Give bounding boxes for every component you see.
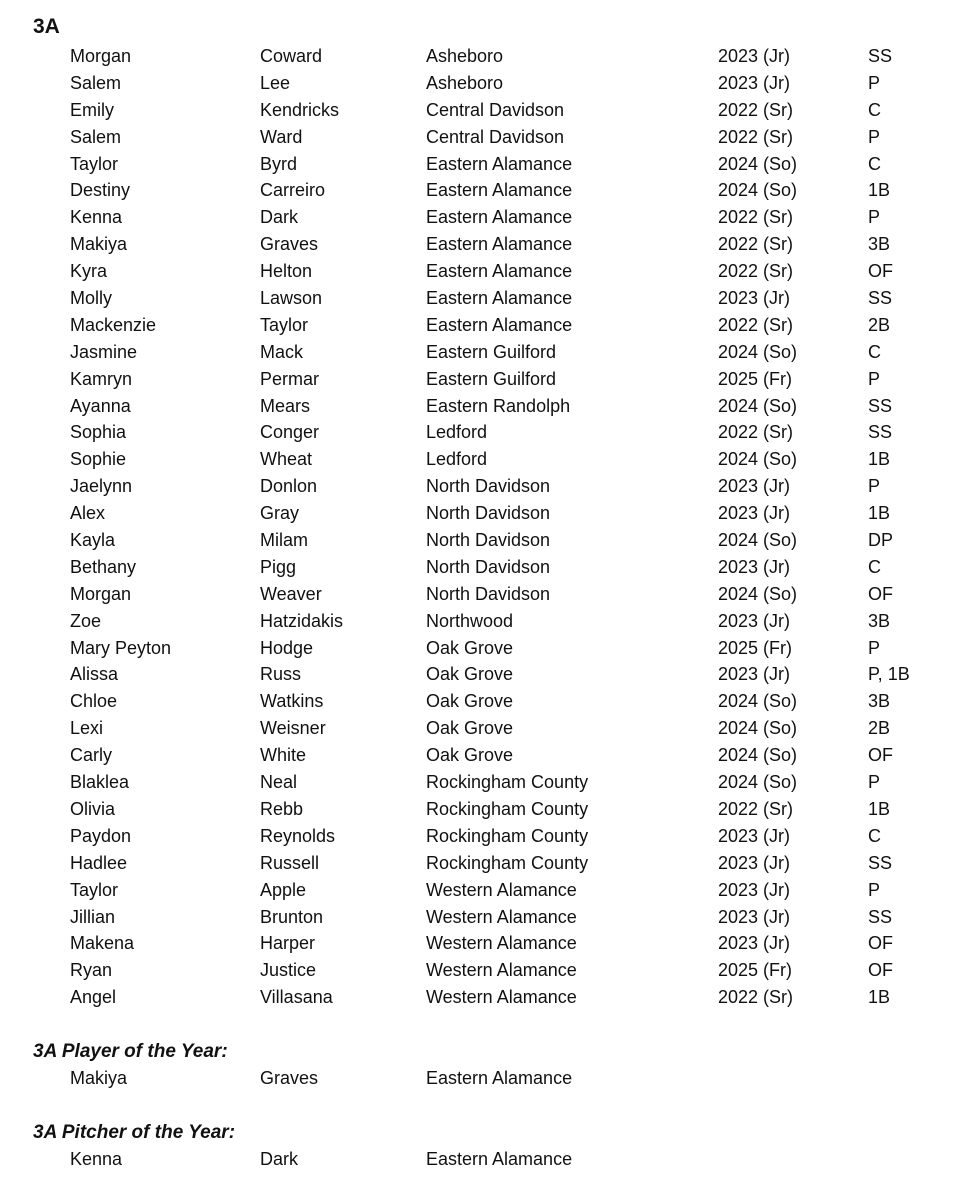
player-last-name: Lee	[260, 72, 291, 93]
player-first-name: Molly	[70, 288, 113, 309]
player-last-name: Ward	[260, 126, 303, 147]
player-first-name: Alex	[70, 503, 106, 524]
player-position: 2B	[868, 314, 891, 335]
player-school: Eastern Alamance	[426, 207, 573, 228]
player-first-name: Jasmine	[70, 341, 138, 362]
player-first-name: Taylor	[70, 879, 119, 900]
player-class-year: 2023 (Jr)	[718, 906, 791, 927]
player-class-year: 2025 (Fr)	[718, 637, 793, 658]
player-position: OF	[868, 933, 893, 954]
player-class-year: 2024 (So)	[718, 180, 798, 201]
player-first-name: Angel	[70, 987, 117, 1008]
table-row	[0, 285, 960, 312]
table-row	[0, 151, 960, 178]
table-row	[0, 877, 960, 904]
player-first-name: Makiya	[70, 234, 128, 255]
player-last-name: Weisner	[260, 718, 326, 739]
player-position: P	[868, 207, 881, 228]
player-last-name: Coward	[260, 46, 323, 66]
player-first-name: Salem	[70, 126, 122, 147]
player-last-name: Donlon	[260, 476, 318, 497]
roster-list	[0, 43, 960, 1011]
player-school: Asheboro	[426, 46, 504, 66]
player-class-year: 2023 (Jr)	[718, 503, 791, 524]
player-position: SS	[868, 906, 893, 927]
player-position: C	[868, 153, 881, 174]
player-of-year-school: Eastern Alamance	[426, 1068, 573, 1088]
player-last-name: Brunton	[260, 906, 324, 927]
table-row	[0, 177, 960, 204]
player-school: Oak Grove	[426, 745, 514, 766]
player-first-name: Sophia	[70, 422, 127, 443]
player-last-name: Byrd	[260, 153, 298, 174]
player-last-name: Russ	[260, 664, 302, 685]
player-position: P	[868, 368, 881, 389]
player-position: SS	[868, 288, 893, 309]
player-of-year-first-name: Makiya	[70, 1068, 128, 1088]
table-row	[0, 688, 960, 715]
player-school: Ledford	[426, 422, 488, 443]
player-class-year: 2022 (Sr)	[718, 422, 794, 443]
player-school: Western Alamance	[426, 987, 577, 1008]
player-school: Western Alamance	[426, 933, 577, 954]
player-school: Rockingham County	[426, 798, 589, 819]
player-position: C	[868, 341, 881, 362]
player-first-name: Blaklea	[70, 772, 130, 793]
player-last-name: Villasana	[260, 987, 333, 1008]
player-class-year: 2022 (Sr)	[718, 234, 794, 255]
player-class-year: 2024 (So)	[718, 341, 798, 362]
player-position: 3B	[868, 234, 891, 255]
player-position: 2B	[868, 718, 891, 739]
table-row	[0, 419, 960, 446]
player-last-name: Helton	[260, 261, 313, 282]
player-class-year: 2022 (Sr)	[718, 261, 794, 282]
table-row	[0, 339, 960, 366]
player-class-year: 2023 (Jr)	[718, 72, 791, 93]
player-first-name: Ryan	[70, 960, 113, 981]
player-position: C	[868, 556, 881, 577]
player-last-name: Kendricks	[260, 99, 340, 120]
player-school: Eastern Alamance	[426, 180, 573, 201]
player-first-name: Carly	[70, 745, 113, 766]
player-position: P	[868, 476, 881, 497]
player-first-name: Kenna	[70, 207, 123, 228]
player-last-name: Permar	[260, 368, 320, 389]
table-row	[0, 393, 960, 420]
player-position: C	[868, 825, 881, 846]
player-first-name: Emily	[70, 99, 114, 120]
table-row	[0, 823, 960, 850]
player-last-name: Weaver	[260, 583, 322, 604]
table-row	[0, 715, 960, 742]
player-first-name: Kamryn	[70, 368, 133, 389]
player-school: North Davidson	[426, 530, 551, 551]
player-class-year: 2023 (Jr)	[718, 852, 791, 873]
player-last-name: Conger	[260, 422, 320, 443]
player-last-name: Watkins	[260, 691, 324, 712]
table-row	[0, 231, 960, 258]
player-position: P	[868, 772, 881, 793]
player-first-name: Taylor	[70, 153, 119, 174]
player-last-name: Taylor	[260, 314, 309, 335]
player-last-name: Justice	[260, 960, 317, 981]
table-row	[0, 258, 960, 285]
player-school: Rockingham County	[426, 772, 589, 793]
pitcher-of-year-first-name: Kenna	[70, 1149, 123, 1169]
player-school: Eastern Alamance	[426, 261, 573, 282]
player-position: SS	[868, 46, 893, 66]
player-first-name: Mary Peyton	[70, 637, 172, 658]
player-class-year: 2022 (Sr)	[718, 987, 794, 1008]
player-of-year-last-name: Graves	[260, 1068, 319, 1088]
table-row	[0, 742, 960, 769]
table-row	[0, 930, 960, 957]
player-first-name: Salem	[70, 72, 122, 93]
player-school: Rockingham County	[426, 825, 589, 846]
player-school: Rockingham County	[426, 852, 589, 873]
player-first-name: Hadlee	[70, 852, 128, 873]
pitcher-of-year-last-name: Dark	[260, 1149, 299, 1169]
player-class-year: 2023 (Jr)	[718, 556, 791, 577]
player-school: Oak Grove	[426, 664, 514, 685]
pitcher-of-year-school: Eastern Alamance	[426, 1149, 573, 1169]
player-school: Eastern Alamance	[426, 234, 573, 255]
player-position: OF	[868, 745, 893, 766]
player-position: SS	[868, 395, 893, 416]
player-position: P, 1B	[868, 664, 910, 685]
table-row	[0, 97, 960, 124]
player-position: DP	[868, 530, 894, 551]
player-last-name: Dark	[260, 207, 299, 228]
player-class-year: 2025 (Fr)	[718, 368, 793, 389]
table-row	[0, 984, 960, 1011]
player-first-name: Alissa	[70, 664, 119, 685]
player-first-name: Destiny	[70, 180, 131, 201]
player-first-name: Bethany	[70, 556, 137, 577]
player-class-year: 2022 (Sr)	[718, 798, 794, 819]
player-school: Central Davidson	[426, 126, 565, 147]
table-row	[0, 769, 960, 796]
table-row	[0, 204, 960, 231]
player-first-name: Jaelynn	[70, 476, 133, 497]
table-row	[0, 904, 960, 931]
player-school: North Davidson	[426, 556, 551, 577]
player-class-year: 2024 (So)	[718, 530, 798, 551]
player-position: 3B	[868, 691, 891, 712]
player-first-name: Lexi	[70, 718, 104, 739]
player-school: Western Alamance	[426, 960, 577, 981]
player-position: 1B	[868, 449, 891, 470]
player-class-year: 2022 (Sr)	[718, 207, 794, 228]
player-position: 1B	[868, 180, 891, 201]
player-position: SS	[868, 852, 893, 873]
player-class-year: 2023 (Jr)	[718, 664, 791, 685]
table-row	[0, 366, 960, 393]
player-position: C	[868, 99, 881, 120]
table-row	[0, 635, 960, 662]
player-position: OF	[868, 583, 893, 604]
player-position: 3B	[868, 610, 891, 631]
player-first-name: Mackenzie	[70, 314, 157, 335]
table-row	[0, 312, 960, 339]
player-first-name: Sophie	[70, 449, 127, 470]
player-school: Eastern Randolph	[426, 395, 571, 416]
player-first-name: Kyra	[70, 261, 108, 282]
player-class-year: 2023 (Jr)	[718, 476, 791, 497]
player-class-year: 2024 (So)	[718, 395, 798, 416]
player-class-year: 2023 (Jr)	[718, 288, 791, 309]
player-position: P	[868, 126, 881, 147]
player-class-year: 2024 (So)	[718, 691, 798, 712]
player-class-year: 2024 (So)	[718, 583, 798, 604]
player-school: Central Davidson	[426, 99, 565, 120]
player-position: 1B	[868, 987, 891, 1008]
player-class-year: 2025 (Fr)	[718, 960, 793, 981]
table-row	[0, 500, 960, 527]
player-class-year: 2024 (So)	[718, 745, 798, 766]
table-row	[0, 661, 960, 688]
player-class-year: 2024 (So)	[718, 772, 798, 793]
player-first-name: Olivia	[70, 798, 116, 819]
player-school: North Davidson	[426, 476, 551, 497]
player-school: Eastern Guilford	[426, 368, 557, 389]
player-last-name: Rebb	[260, 798, 304, 819]
table-row	[0, 796, 960, 823]
player-position: 1B	[868, 798, 891, 819]
player-class-year: 2022 (Sr)	[718, 314, 794, 335]
player-last-name: Apple	[260, 879, 307, 900]
player-class-year: 2023 (Jr)	[718, 879, 791, 900]
player-class-year: 2023 (Jr)	[718, 46, 791, 66]
player-school: Western Alamance	[426, 906, 577, 927]
player-first-name: Paydon	[70, 825, 132, 846]
player-class-year: 2024 (So)	[718, 449, 798, 470]
section-title: 3A	[33, 15, 60, 38]
player-class-year: 2023 (Jr)	[718, 933, 791, 954]
player-first-name: Jillian	[70, 906, 116, 927]
player-school: Oak Grove	[426, 691, 514, 712]
player-position: OF	[868, 261, 893, 282]
table-row	[0, 608, 960, 635]
player-last-name: Hodge	[260, 637, 314, 658]
player-last-name: Mears	[260, 395, 311, 416]
player-last-name: Carreiro	[260, 180, 326, 201]
player-position: P	[868, 879, 881, 900]
player-school: Oak Grove	[426, 637, 514, 658]
player-last-name: Neal	[260, 772, 298, 793]
table-row	[0, 473, 960, 500]
player-first-name: Morgan	[70, 583, 132, 604]
table-row	[0, 446, 960, 473]
player-last-name: Russell	[260, 852, 320, 873]
player-first-name: Zoe	[70, 610, 102, 631]
player-position: P	[868, 637, 881, 658]
player-school: North Davidson	[426, 503, 551, 524]
player-last-name: Hatzidakis	[260, 610, 344, 631]
player-position: OF	[868, 960, 893, 981]
table-row	[0, 957, 960, 984]
table-row	[0, 43, 960, 70]
player-class-year: 2024 (So)	[718, 153, 798, 174]
player-last-name: Reynolds	[260, 825, 336, 846]
table-row	[0, 124, 960, 151]
player-position: SS	[868, 422, 893, 443]
player-last-name: White	[260, 745, 307, 766]
player-school: Asheboro	[426, 72, 504, 93]
player-class-year: 2023 (Jr)	[718, 610, 791, 631]
pitcher-of-year-title: 3A Pitcher of the Year:	[33, 1122, 236, 1143]
player-of-year-row	[0, 1065, 960, 1091]
player-last-name: Pigg	[260, 556, 297, 577]
player-first-name: Morgan	[70, 46, 132, 66]
table-row	[0, 581, 960, 608]
table-row	[0, 554, 960, 581]
player-school: Western Alamance	[426, 879, 577, 900]
player-class-year: 2024 (So)	[718, 718, 798, 739]
player-school: Eastern Alamance	[426, 314, 573, 335]
player-school: Oak Grove	[426, 718, 514, 739]
table-row	[0, 850, 960, 877]
player-position: 1B	[868, 503, 891, 524]
table-row	[0, 527, 960, 554]
player-school: Eastern Alamance	[426, 288, 573, 309]
player-school: Eastern Guilford	[426, 341, 557, 362]
player-school: Northwood	[426, 610, 514, 631]
pitcher-of-year-row	[0, 1146, 960, 1172]
player-school: Ledford	[426, 449, 488, 470]
player-first-name: Makena	[70, 933, 135, 954]
player-school: Eastern Alamance	[426, 153, 573, 174]
player-position: P	[868, 72, 881, 93]
player-first-name: Kayla	[70, 530, 116, 551]
player-of-year-title: 3A Player of the Year:	[33, 1041, 228, 1062]
player-first-name: Ayanna	[70, 395, 131, 416]
player-school: North Davidson	[426, 583, 551, 604]
player-last-name: Harper	[260, 933, 316, 954]
player-last-name: Mack	[260, 341, 304, 362]
player-class-year: 2022 (Sr)	[718, 126, 794, 147]
player-last-name: Lawson	[260, 288, 323, 309]
table-row	[0, 70, 960, 97]
player-first-name: Chloe	[70, 691, 118, 712]
player-class-year: 2022 (Sr)	[718, 99, 794, 120]
player-class-year: 2023 (Jr)	[718, 825, 791, 846]
player-last-name: Graves	[260, 234, 319, 255]
player-last-name: Gray	[260, 503, 300, 524]
player-last-name: Wheat	[260, 449, 313, 470]
player-last-name: Milam	[260, 530, 308, 551]
